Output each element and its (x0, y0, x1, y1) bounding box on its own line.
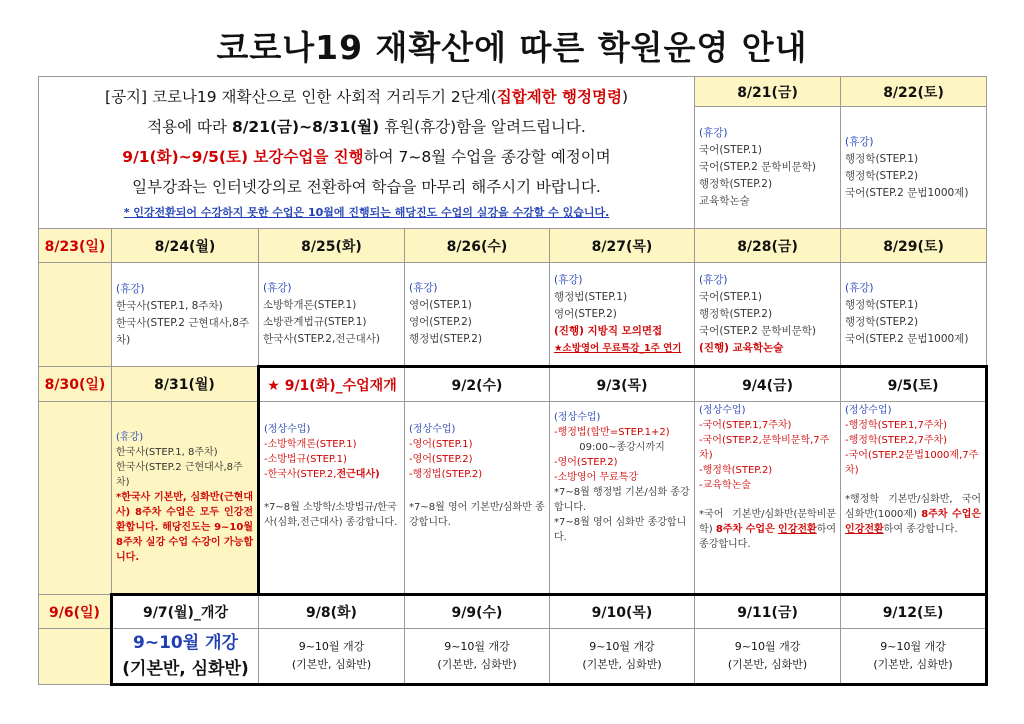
notice-line-2: 적용에 따라 8/21(금)~8/31(월) 휴원(휴강)함을 알려드립니다. (147, 117, 586, 136)
day-header-9-5: 9/5(토) (841, 367, 987, 402)
day-header-8-31: 8/31(월) (112, 367, 259, 402)
day-header-9-1: ★ 9/1(화)_수업재개 (259, 367, 405, 402)
day-cell-9-7: 9~10월 개강 (기본반, 심화반) (112, 629, 259, 685)
day-header-9-12: 9/12(토) (841, 595, 987, 629)
day-header-8-25: 8/25(화) (259, 229, 405, 263)
day-header-9-10: 9/10(목) (550, 595, 695, 629)
day-header-8-22: 8/22(토) (841, 77, 987, 107)
day-header-8-28: 8/28(금) (695, 229, 841, 263)
day-cell-9-12: 9~10월 개강 (기본반, 심화반) (841, 629, 987, 685)
day-header-8-27: 8/27(목) (550, 229, 695, 263)
day-cell-9-1: (정상수업) -소방학개론(STEP.1) -소방법규(STEP.1) -한국사(STEP.2,전근대사) *7~8월 소방학/소방법규/한국사(심화,전근대사) 종강합니다. (259, 402, 405, 595)
day-header-9-4: 9/4(금) (695, 367, 841, 402)
day-header-8-23: 8/23(일) (39, 229, 112, 263)
day-header-9-3: 9/3(목) (550, 367, 695, 402)
day-cell-8-30 (39, 402, 112, 595)
day-cell-8-29: (휴강) 행정학(STEP.1) 행정학(STEP.2) 국어(STEP.2 문법1000제) (841, 263, 987, 367)
day-header-8-24: 8/24(월) (112, 229, 259, 263)
day-header-8-30: 8/30(일) (39, 367, 112, 402)
day-cell-8-26: (휴강) 영어(STEP.1) 영어(STEP.2) 행정법(STEP.2) (405, 263, 550, 367)
day-header-9-9: 9/9(수) (405, 595, 550, 629)
day-cell-9-2: (정상수업) -영어(STEP.1) -영어(STEP.2) -행정법(STEP.2) *7~8월 영어 기본반/심화반 종강합니다. (405, 402, 550, 595)
day-cell-9-8: 9~10월 개강 (기본반, 심화반) (259, 629, 405, 685)
day-header-9-11: 9/11(금) (695, 595, 841, 629)
day-cell-8-22: (휴강) 행정학(STEP.1) 행정학(STEP.2) 국어(STEP.2 문법1000제) (841, 107, 987, 229)
day-cell-9-3: (정상수업) -행정법(합반=STEP.1+2) 09:00~종강시까지 -영어(STEP.2) -소방영어 무료특강 *7~8월 행정법 기본/심화 종강합니다. *7~8월 영어 심화반 종강합니다. (550, 402, 695, 595)
day-cell-9-6 (39, 629, 112, 685)
day-header-9-2: 9/2(수) (405, 367, 550, 402)
day-header-8-21: 8/21(금) (695, 77, 841, 107)
notice-box (39, 77, 695, 229)
day-cell-9-11: 9~10월 개강 (기본반, 심화반) (695, 629, 841, 685)
notice-line-3: 9/1(화)~9/5(토) 보강수업을 진행하여 7~8월 수업을 종강할 예정이며 (122, 147, 611, 166)
day-cell-8-27: (휴강) 행정법(STEP.1) 영어(STEP.2) (진행) 지방직 모의면접 ★소방영어 무료특강_1주 연기 (550, 263, 695, 367)
day-header-9-7: 9/7(월)_개강 (112, 595, 259, 629)
notice-footnote: * 인강전환되어 수강하지 못한 수업은 10월에 진행되는 해당진도 수업의 실강을 수강할 수 있습니다. (123, 205, 610, 219)
day-cell-9-5: (정상수업) -행정학(STEP.1,7주차) -행정학(STEP.2,7주차) -국어(STEP.2문법1000제,7주차) *행정학 기본반/심화반, 국어 심화반(1000제) 8주차 수업은 인강전환하여 종강합니다. (841, 402, 987, 595)
day-header-8-29: 8/29(토) (841, 229, 987, 263)
day-cell-8-23 (39, 263, 112, 367)
day-header-9-6: 9/6(일) (39, 595, 112, 629)
day-cell-9-10: 9~10월 개강 (기본반, 심화반) (550, 629, 695, 685)
schedule-table (38, 76, 988, 686)
day-cell-8-25: (휴강) 소방학개론(STEP.1) 소방관계법규(STEP.1) 한국사(STEP.2,전근대사) (259, 263, 405, 367)
notice-line-4: 일부강좌는 인터넷강의로 전환하여 학습을 마무리 해주시기 바랍니다. (132, 177, 601, 196)
day-cell-8-24: (휴강) 한국사(STEP.1, 8주차) 한국사(STEP.2 근현대사,8주차) (112, 263, 259, 367)
day-cell-9-9: 9~10월 개강 (기본반, 심화반) (405, 629, 550, 685)
notice-line-1: [공지] 코로나19 재확산으로 인한 사회적 거리두기 2단계(집합제한 행정명령) (105, 87, 628, 106)
page-title: 코로나19 재확산에 따른 학원운영 안내 (216, 28, 808, 67)
day-cell-8-21: (휴강) 국어(STEP.1) 국어(STEP.2 문학비문학) 행정학(STEP.2) 교육학논술 (695, 107, 841, 229)
day-header-8-26: 8/26(수) (405, 229, 550, 263)
day-cell-8-28: (휴강) 국어(STEP.1) 행정학(STEP.2) 국어(STEP.2 문학비문학) (진행) 교육학논술 (695, 263, 841, 367)
day-cell-9-4: (정상수업) -국어(STEP.1,7주차) -국어(STEP.2,문학비문학,7주차) -행정학(STEP.2) -교육학논술 *국어 기본반/심화반(문학비문학) 8주차 수업은 인강전환하여 종강합니다. (695, 402, 841, 595)
day-cell-8-31: (휴강) 한국사(STEP.1, 8주차) 한국사(STEP.2 근현대사,8주차) *한국사 기본반, 심화반(근현대사) 8주차 수업은 모두 인강전환합니다. 해당진도는 9~10월 8주차 실강 수업 수강이 가능합니다. (112, 402, 259, 595)
day-header-9-8: 9/8(화) (259, 595, 405, 629)
